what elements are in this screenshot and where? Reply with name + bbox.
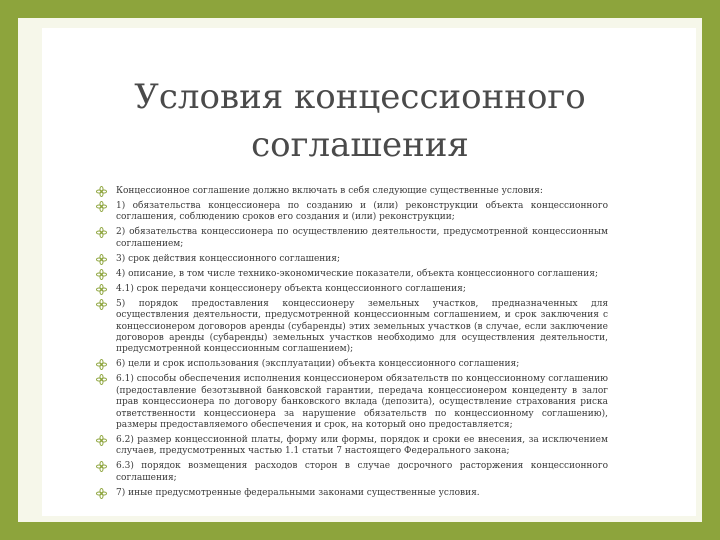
list-item (96, 359, 608, 370)
four-petal-flower-icon (96, 284, 108, 295)
list-item (96, 201, 608, 224)
list-item-text: 6.2) размер концессионной платы, форму или формы, порядок и сроки ее внесения, за исключением случаев, предусмотренных частью 1.1 статьи 7 настоящего Федерального закона; (116, 435, 608, 457)
four-petal-flower-icon (96, 227, 108, 238)
slide-title-line-2: соглашения (251, 125, 469, 165)
four-petal-flower-icon (96, 254, 108, 265)
list-item-text: 5) порядок предоставления концессионеру земельных участков, предназначенных для осуществления деятельности, предусмотренной концессионным соглашением, и срок заключения с концессионером договоров аренды (субаренды) этих земельных участков (в случае, если заключение договоров аренды (субаренды) земельных участков необходимо для осуществления деятельности, предусмотренной концессионным соглашением); (116, 298, 608, 355)
four-petal-flower-icon (96, 269, 108, 280)
list-item (96, 227, 608, 250)
list-item-text: 6.1) способы обеспечения исполнения концессионером обязательств по концессионному соглашению (предоставление безотзывной банковской гарантии, передача концессионером концеденту в залог прав концессионера по договору банковского вклада (депозита), осуществление страхования риска ответственности концессионера за нарушение обязательств по концессионному соглашению), размеры предоставляемого обеспечения и срок, на который оно предоставляется; (116, 374, 608, 431)
list-item-text: 6) цели и срок использования (эксплуатации) объекта концессионного соглашения; (116, 359, 520, 370)
list-item-text: 2) обязательства концессионера по осуществлению деятельности, предусмотренной концессионным соглашением; (116, 227, 608, 249)
conditions-list (96, 186, 608, 498)
list-item-text: 4) описание, в том числе технико-экономические показатели, объекта концессионного соглашения; (116, 268, 599, 279)
four-petal-flower-icon (96, 299, 108, 310)
list-item (96, 254, 608, 265)
list-item (96, 461, 608, 484)
list-item (96, 435, 608, 458)
list-item (96, 374, 608, 431)
list-item (96, 186, 608, 197)
four-petal-flower-icon (96, 359, 108, 370)
four-petal-flower-icon (96, 186, 108, 197)
list-item-text: 7) иные предусмотренные федеральными законами существенные условия. (116, 487, 480, 498)
list-item (96, 284, 608, 295)
four-petal-flower-icon (96, 435, 108, 446)
four-petal-flower-icon (96, 461, 108, 472)
four-petal-flower-icon (96, 201, 108, 212)
list-item-text: 6.3) порядок возмещения расходов сторон в случае досрочного расторжения концессионного соглашения; (116, 461, 608, 483)
list-item-text: 4.1) срок передачи концессионеру объекта концессионного соглашения; (116, 283, 466, 294)
slide-title-line-1: Условия концессионного (134, 77, 586, 117)
slide-title (40, 73, 680, 169)
four-petal-flower-icon (96, 374, 108, 385)
list-item (96, 269, 608, 280)
list-item-text: Концессионное соглашение должно включать в себя следующие существенные условия: (116, 186, 543, 196)
list-item (96, 299, 608, 356)
list-item-text: 3) срок действия концессионного соглашения; (116, 253, 341, 264)
list-item (96, 488, 608, 499)
list-item-text: 1) обязательства концессионера по созданию и (или) реконструкции объекта концессионного соглашения, соблюдению сроков его создания и (или) реконструкции; (116, 201, 608, 223)
four-petal-flower-icon (96, 488, 108, 499)
